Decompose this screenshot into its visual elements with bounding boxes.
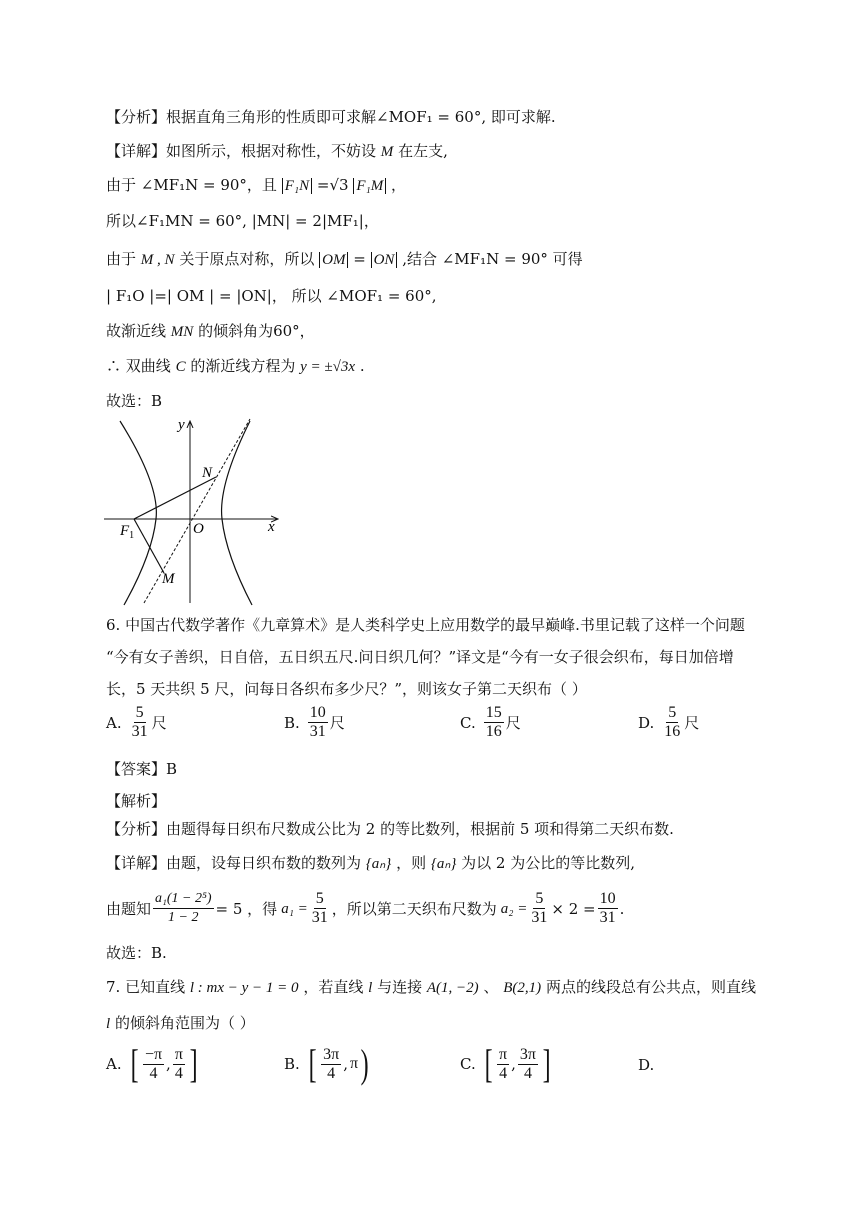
fraction-denominator: 31: [131, 723, 148, 740]
q6-line1: 6. 中国古代数学著作《九章算术》是人类科学史上应用数学的最早巅峰.书里记载了这样一个问题: [106, 616, 745, 634]
q6-jiexi: 【解析】: [106, 792, 167, 810]
option-unit: 尺: [684, 714, 700, 732]
q7-pre: 7. 已知直线: [106, 978, 186, 996]
lower-bound: [321, 1046, 341, 1083]
eq-sqrt3: =√3: [316, 176, 349, 194]
bound-numerator: −π: [144, 1045, 163, 1063]
segment-f1n: [134, 477, 216, 519]
a1-numerator: 5: [315, 890, 324, 907]
symmetry-mid: 关于原点对称，所以: [179, 250, 315, 268]
label-y: y: [178, 417, 185, 433]
equal-lengths-line: | F₁O |=| OM | = |ON|， 所以 ∠MOF₁ = 60°,: [106, 287, 437, 305]
calc-a1: a₁ =: [281, 900, 308, 917]
calc-mid: ，所以第二天织布尺数为: [331, 899, 497, 918]
a2-fraction: [529, 890, 549, 927]
points-mn: M , N: [140, 252, 175, 268]
option-label: B.: [284, 713, 300, 732]
close-paren: ): [360, 1041, 369, 1086]
choose-line: 故选：B: [106, 392, 163, 410]
close-bracket: ]: [189, 1041, 198, 1086]
fraction-numerator: 5: [668, 704, 677, 721]
lower-bound: [497, 1046, 509, 1083]
sum-fraction: [153, 890, 214, 927]
hyperbola-right-branch: [222, 421, 252, 605]
abs-f1m: F₁M: [353, 178, 386, 194]
detail-line: [106, 140, 448, 163]
sum-denominator: 1 − 2: [168, 910, 199, 925]
segment-f1m: [134, 519, 164, 573]
option-fraction: [130, 704, 150, 741]
detail-head: 【详解】如图所示，根据对称性，不妨设: [106, 142, 377, 160]
open-bracket: [: [130, 1041, 139, 1086]
angle-line: 所以∠F₁MN = 60°, |MN| = 2|MF₁|，: [106, 212, 379, 230]
line-l: l: [368, 980, 373, 996]
asymptote-pre: ∴ 双曲线: [106, 357, 171, 375]
line-mn: MN: [170, 324, 194, 340]
open-bracket: [: [484, 1041, 493, 1086]
option-label: B.: [284, 1055, 300, 1073]
q7-tail: 两点的线段总有公共点，则直线: [545, 978, 756, 996]
bound-numerator: π: [174, 1045, 183, 1063]
upper-bound: [518, 1046, 538, 1083]
calc-end: .: [619, 899, 625, 918]
fraction-numerator: 5: [135, 704, 144, 721]
q7-option-c[interactable]: C. [ $\frac{\pi}{4}$ , $\frac{3\pi}{4}$ ]: [460, 1041, 551, 1086]
option-label: D.: [638, 713, 655, 732]
bound-denominator: 4: [499, 1064, 508, 1082]
q6-calculation: [106, 890, 624, 927]
analysis-line: 【分析】根据直角三角形的性质即可求解∠MOF₁ = 60°, 即可求解.: [106, 108, 556, 126]
inclination-pre: 故渐近线: [106, 322, 167, 340]
asymptote-line: [106, 355, 365, 378]
close-bracket: ]: [542, 1041, 551, 1086]
q7-option-b[interactable]: B. [ $\frac{3\pi}{4}$ , π ): [284, 1041, 369, 1086]
fraction-numerator: 15: [485, 704, 502, 721]
q7-option-d[interactable]: [638, 1056, 660, 1074]
q7-sep: 、: [483, 978, 499, 996]
asymptote-end: .: [359, 357, 365, 375]
a2-numerator: 5: [535, 890, 544, 907]
calc-eq: = 5 ，得: [215, 899, 278, 918]
calc-times: × 2 =: [551, 899, 596, 918]
sequence-an: {aₙ}: [365, 856, 392, 872]
asymptote-equation: y = ±√3x: [300, 359, 356, 375]
q6-line3: 长，5 天共织 5 尺，问每日各织布多少尺？”，则该女子第二天织布（ ）: [106, 680, 587, 698]
eq-sign: =: [353, 250, 371, 268]
fraction-numerator: 10: [309, 704, 326, 721]
hyperbola-left-branch: [120, 421, 156, 605]
detail-mid: ，则: [396, 854, 427, 872]
q7-line2-tail: 的倾斜角范围为（ ）: [114, 1014, 255, 1032]
fraction-denominator: 31: [309, 723, 326, 740]
symmetry-line: [106, 248, 583, 271]
q6-choose: 故选：B.: [106, 944, 167, 962]
right-angle-line: [106, 174, 406, 197]
q6-option-a[interactable]: [106, 704, 167, 741]
option-unit: 尺: [151, 714, 167, 732]
a1-fraction: [310, 890, 330, 927]
label-f1-sub: 1: [129, 530, 135, 541]
sequence-an-2: {aₙ}: [430, 856, 457, 872]
a2-denominator: 31: [531, 909, 548, 926]
option-unit: 尺: [329, 714, 345, 732]
bound-numerator: π: [499, 1045, 508, 1063]
q7-line2: [106, 1012, 255, 1035]
q6-option-d[interactable]: [638, 704, 699, 741]
point-m: M: [380, 144, 394, 160]
bound-denominator: 4: [327, 1064, 336, 1082]
label-o: O: [193, 521, 204, 537]
label-f1: [119, 523, 134, 541]
curve-c: C: [175, 359, 186, 375]
q7-mid2: 与连接: [377, 978, 423, 996]
abs-om: OM: [319, 252, 348, 268]
label-x: x: [268, 519, 275, 535]
detail-pre: 【详解】由题，设每日织布数的数列为: [106, 854, 362, 872]
option-fraction: [484, 704, 504, 741]
q6-line2: “今有女子善织，日自倍，五日织五尺.问日织几何？”译文是“今有一女子很会织布，每日加倍增: [106, 648, 734, 666]
calc-pre: 由题知: [106, 899, 152, 918]
detail-tail: 为以 2 为公比的等比数列,: [461, 854, 635, 872]
lower-bound: [143, 1046, 164, 1083]
fraction-denominator: 16: [664, 723, 681, 740]
hyperbola-figure: [100, 415, 290, 607]
bound-denominator: 4: [523, 1064, 532, 1082]
inclination-line: [106, 320, 315, 343]
option-label: D.: [638, 1056, 655, 1074]
q7-mid: ，若直线: [303, 978, 364, 996]
line-l-2: l: [106, 1016, 111, 1032]
q6-analysis: 【分析】由题得每日织布尺数成公比为 2 的等比数列，根据前 5 项和得第二天织布数.: [106, 820, 674, 838]
q6-option-b[interactable]: [284, 704, 345, 741]
option-label: A.: [106, 1055, 122, 1073]
detail-tail: 在左支,: [398, 142, 448, 160]
asymptote-dashed: [144, 419, 250, 603]
open-bracket: [: [308, 1041, 317, 1086]
q6-detail: [106, 852, 635, 875]
result-denominator: 31: [599, 909, 616, 926]
result-fraction: [598, 890, 618, 927]
bound-denominator: 4: [149, 1064, 158, 1082]
option-unit: 尺: [505, 714, 521, 732]
symmetry-pre: 由于: [106, 250, 137, 268]
q6-answer: 【答案】B: [106, 760, 178, 778]
label-n: N: [202, 465, 213, 481]
upper-bound-pi: π: [349, 1055, 359, 1072]
q7-line1: [106, 976, 756, 999]
option-fraction: [662, 704, 682, 741]
a1-denominator: 31: [311, 909, 328, 926]
bound-numerator: 3π: [519, 1045, 536, 1063]
symmetry-end: ,结合 ∠MF₁N = 90° 可得: [402, 250, 583, 268]
result-numerator: 10: [599, 890, 616, 907]
option-label: C.: [460, 713, 476, 732]
line-end: ，: [391, 176, 407, 194]
sum-numerator: a₁(1 − 2⁵): [153, 890, 214, 909]
option-label: C.: [460, 1055, 476, 1073]
point-a: A(1, −2): [426, 980, 479, 996]
bound-denominator: 4: [174, 1064, 183, 1082]
label-f1-main: F: [120, 523, 130, 539]
upper-bound: [173, 1046, 185, 1083]
bound-numerator: 3π: [323, 1045, 340, 1063]
option-fraction: [308, 704, 328, 741]
point-b: B(2,1): [503, 980, 542, 996]
option-label: A.: [106, 713, 122, 732]
abs-on: ON: [371, 252, 398, 268]
right-angle-text: 由于 ∠MF₁N = 90°，且: [106, 176, 277, 194]
label-m: M: [162, 571, 175, 587]
q7-option-a[interactable]: A. [ $\frac{-\pi}{4}$ , $\frac{\pi}{4}$ ]: [106, 1041, 198, 1086]
q6-option-c[interactable]: [460, 704, 521, 741]
line-equation: l : mx − y − 1 = 0: [189, 980, 299, 996]
calc-a2: a₂ =: [500, 900, 528, 917]
fraction-denominator: 16: [485, 723, 502, 740]
asymptote-mid: 的渐近线方程为: [190, 357, 301, 375]
abs-f1n: F₁N: [282, 178, 312, 194]
inclination-tail: 的倾斜角为60°，: [198, 322, 315, 340]
